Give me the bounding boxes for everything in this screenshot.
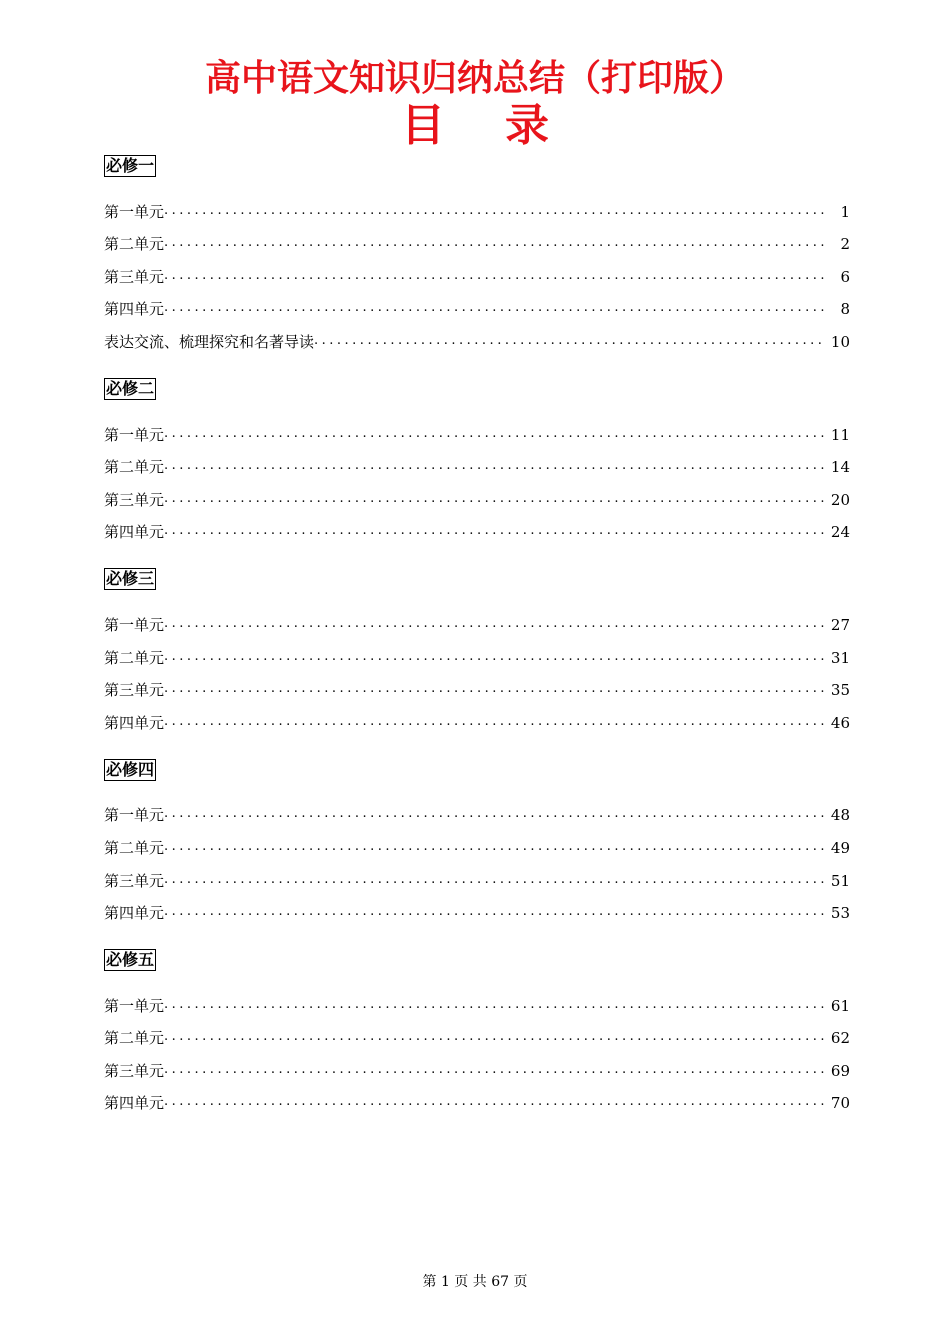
section-label: 必修三 [106, 569, 155, 589]
dot-leader [164, 870, 826, 891]
section-label: 必修四 [106, 759, 155, 779]
toc-entry[interactable] [104, 477, 850, 510]
toc-entry-title: 第二单元 [104, 1029, 165, 1048]
toc-section [104, 759, 850, 923]
toc-entry-page-number: 70 [830, 1094, 850, 1113]
toc-entry-title: 第三单元 [104, 267, 165, 286]
toc-entry[interactable] [104, 510, 850, 543]
dot-leader [314, 331, 826, 352]
toc-entry-page-number: 24 [830, 523, 850, 542]
toc-entry[interactable] [104, 668, 850, 701]
toc-entry-title: 第四单元 [104, 523, 165, 542]
toc-entry-page-number: 2 [840, 235, 850, 254]
toc-entry[interactable] [104, 700, 850, 733]
table-of-contents [104, 155, 850, 1139]
toc-entry-title: 第一单元 [104, 425, 165, 444]
toc-entry-title: 第一单元 [104, 806, 165, 825]
toc-entry-page-number: 69 [830, 1061, 850, 1080]
toc-entry-page-number: 20 [830, 490, 850, 509]
toc-entry-title: 第二单元 [104, 648, 165, 667]
toc-entry-page-number: 51 [830, 871, 850, 890]
toc-entry-title: 第一单元 [104, 615, 165, 634]
toc-entry-title: 第二单元 [104, 838, 165, 857]
dot-leader [164, 1092, 826, 1113]
toc-entry-title: 第一单元 [104, 202, 165, 221]
toc-section [104, 378, 850, 542]
toc-section [104, 155, 850, 352]
dot-leader [164, 902, 826, 923]
toc-section [104, 949, 850, 1113]
toc-entry[interactable] [104, 635, 850, 668]
toc-entry[interactable] [104, 602, 850, 635]
dot-leader [164, 521, 826, 542]
toc-entry-page-number: 27 [830, 615, 850, 634]
toc-entry[interactable] [104, 445, 850, 478]
toc-entry-title: 第三单元 [104, 490, 165, 509]
toc-entry-title: 第二单元 [104, 235, 165, 254]
dot-leader [164, 647, 826, 668]
toc-entry-page-number: 61 [830, 996, 850, 1015]
toc-heading: 目录 [401, 100, 609, 151]
section-label: 必修一 [106, 156, 155, 175]
toc-entry[interactable] [104, 254, 850, 287]
toc-entry[interactable] [104, 287, 850, 320]
dot-leader [164, 679, 826, 700]
toc-entry-page-number: 48 [830, 806, 850, 825]
toc-entry-page-number: 53 [830, 904, 850, 923]
section-label: 必修五 [106, 950, 155, 970]
toc-entry[interactable] [104, 983, 850, 1016]
toc-entry[interactable] [104, 858, 850, 891]
dot-leader [164, 424, 826, 445]
dot-leader [164, 456, 826, 477]
toc-entry-page-number: 49 [830, 838, 850, 857]
page-footer: 第 1 页 共 67 页 [422, 1274, 528, 1290]
toc-entry-page-number: 46 [830, 713, 850, 732]
toc-entry[interactable] [104, 793, 850, 826]
toc-entry[interactable] [104, 222, 850, 255]
toc-entry-title: 第三单元 [104, 871, 165, 890]
toc-entry[interactable] [104, 891, 850, 924]
dot-leader [164, 1027, 826, 1048]
toc-entry-title: 第四单元 [104, 904, 165, 923]
toc-entry-title: 第四单元 [104, 713, 165, 732]
toc-entry-title: 第一单元 [104, 996, 165, 1015]
toc-entry-title: 表达交流、梳理探究和名著导读 [104, 332, 315, 351]
toc-entry-page-number: 62 [830, 1029, 850, 1048]
toc-entry-title: 第四单元 [104, 1094, 165, 1113]
toc-entry[interactable] [104, 1081, 850, 1114]
section-label: 必修二 [106, 378, 155, 398]
toc-entry[interactable] [104, 1016, 850, 1049]
toc-entry-title: 第三单元 [104, 1061, 165, 1080]
toc-entry-title: 第二单元 [104, 458, 165, 477]
toc-entry[interactable] [104, 1048, 850, 1081]
toc-entry-page-number: 35 [830, 681, 850, 700]
toc-entry-page-number: 8 [840, 300, 850, 319]
dot-leader [164, 1060, 826, 1081]
dot-leader [164, 712, 826, 733]
toc-entry-page-number: 14 [830, 458, 850, 477]
dot-leader [164, 266, 826, 287]
dot-leader [164, 804, 826, 825]
document-title: 高中语文知识归纳总结（打印版） [204, 57, 745, 99]
toc-entry[interactable] [104, 319, 850, 352]
toc-entry-title: 第四单元 [104, 300, 165, 319]
toc-entry-page-number: 11 [830, 425, 850, 444]
toc-entry-page-number: 6 [840, 267, 850, 286]
toc-entry[interactable] [104, 825, 850, 858]
dot-leader [164, 298, 826, 319]
toc-entry-title: 第三单元 [104, 681, 165, 700]
toc-entry-page-number: 1 [840, 202, 850, 221]
toc-entry-page-number: 10 [830, 332, 850, 351]
dot-leader [164, 995, 826, 1016]
dot-leader [164, 489, 826, 510]
dot-leader [164, 614, 826, 635]
toc-entry[interactable] [104, 412, 850, 445]
toc-entry[interactable] [104, 189, 850, 222]
dot-leader [164, 201, 826, 222]
toc-section [104, 568, 850, 732]
dot-leader [164, 233, 826, 254]
dot-leader [164, 837, 826, 858]
toc-entry-page-number: 31 [830, 648, 850, 667]
